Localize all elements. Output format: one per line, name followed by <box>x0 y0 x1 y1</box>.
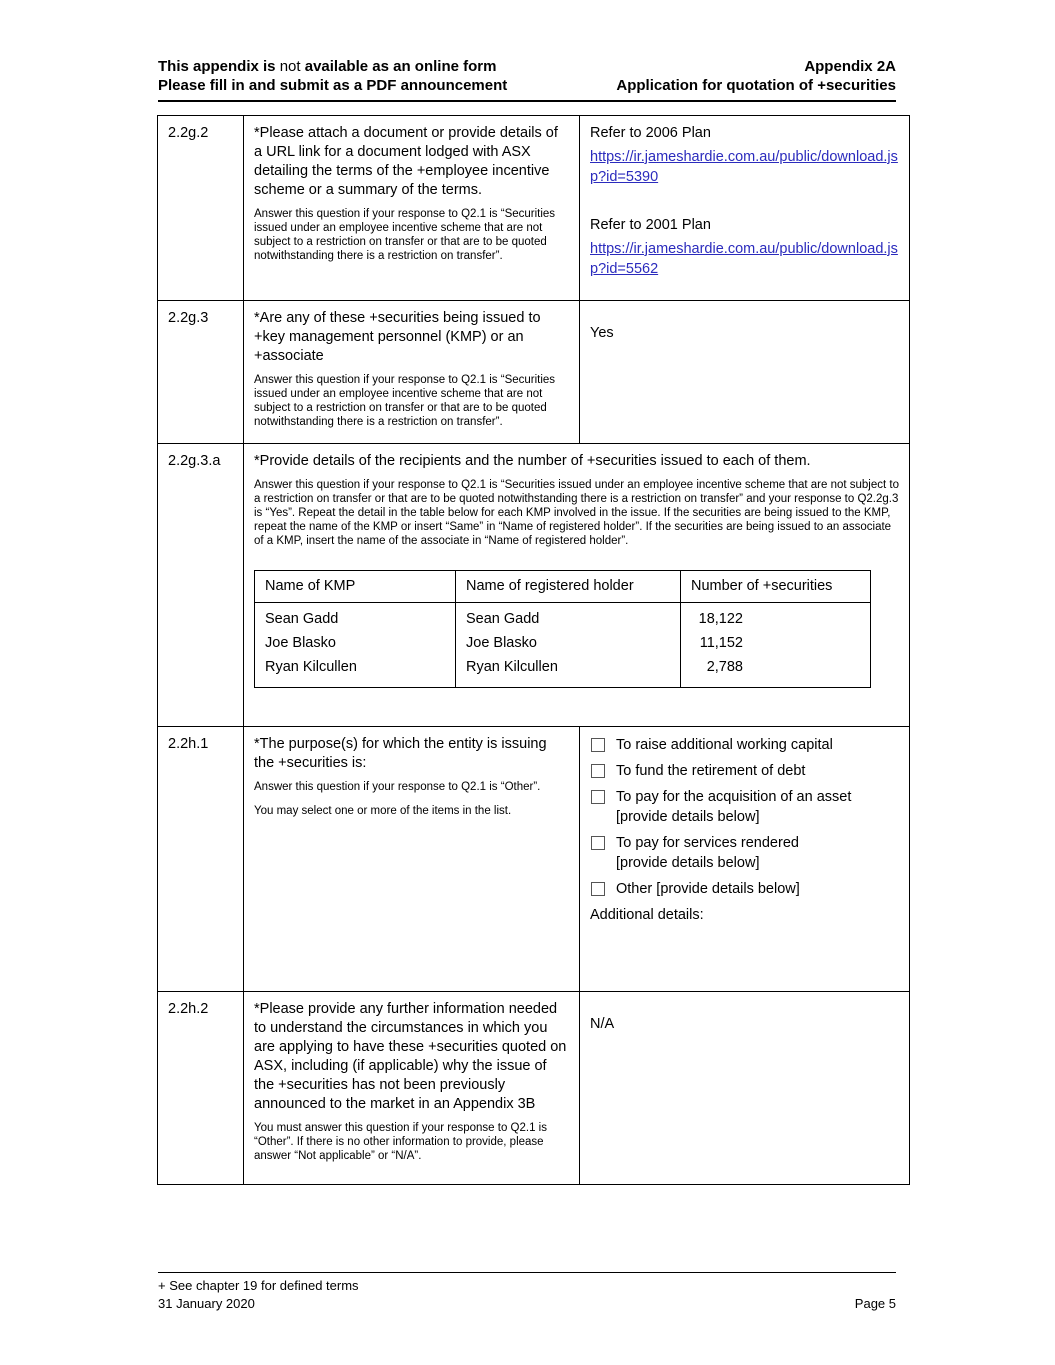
checkbox-label: To raise additional working capital <box>616 737 833 753</box>
checkbox-item <box>590 735 899 755</box>
plan-2006-link[interactable]: https://ir.jameshardie.com.au/public/download.jsp?id=5390 <box>590 149 898 185</box>
checkbox-item <box>590 879 899 899</box>
plan-2001-link[interactable]: https://ir.jameshardie.com.au/public/download.jsp?id=5562 <box>590 241 898 277</box>
checkbox-label: To fund the retirement of debt <box>616 763 806 779</box>
kmp-names-cell <box>255 603 456 688</box>
checkbox-services-rendered[interactable] <box>591 836 605 850</box>
question-text: *Please provide any further information needed to understand the circumstances in which you are applying to have these +securities quoted on ASX, including (if applicable) why the issue of the +securities has not been previously announced to the market in an Appendix 3B <box>254 1001 567 1112</box>
question-cell <box>244 992 580 1185</box>
question-cell <box>244 727 580 992</box>
kmp-name: Ryan Kilcullen <box>265 659 357 675</box>
form-row-2.2g.3.a <box>158 444 910 727</box>
form-row-2.2g.3 <box>158 301 910 444</box>
item-number: 2.2g.2 <box>158 116 244 301</box>
question-text: *Please attach a document or provide details of a URL link for a document lodged with ASX detailing the terms of the +employee incentive scheme or a summary of the terms. <box>254 125 558 198</box>
additional-details-label: Additional details: <box>590 907 704 923</box>
question-cell <box>244 444 910 727</box>
guidance-text: You may select one or more of the items in the list. <box>254 805 512 817</box>
header-left-line2: Please fill in and submit as a PDF announcement <box>158 77 508 94</box>
answer-text: N/A <box>590 1015 615 1032</box>
securities-number: 11,152 <box>699 635 743 651</box>
guidance-text: Answer this question if your response to Q2.1 is “Other”. <box>254 781 541 793</box>
refer-2001-plan: Refer to 2001 Plan <box>590 217 711 233</box>
holder-name: Joe Blasko <box>466 635 537 651</box>
checkbox-other[interactable] <box>591 882 605 896</box>
answer-cell <box>580 301 910 444</box>
question-cell <box>244 116 580 301</box>
checkbox-label: To pay for the acquisition of an asset [provide details below] <box>616 789 852 825</box>
appendix-subtitle: Application for quotation of +securities <box>616 77 896 94</box>
kmp-col-header: Name of KMP <box>255 571 456 603</box>
kmp-table <box>254 570 871 688</box>
number-col-header: Number of +securities <box>681 571 871 603</box>
checkbox-item <box>590 761 899 781</box>
defined-terms-note: + See chapter 19 for defined terms <box>158 1278 359 1293</box>
item-number: 2.2g.3.a <box>158 444 244 727</box>
holder-names-cell <box>456 603 681 688</box>
checkbox-label: Other [provide details below] <box>616 881 800 897</box>
securities-number: 2,788 <box>706 659 743 675</box>
checkbox-retirement-of-debt[interactable] <box>591 764 605 778</box>
guidance-text: You must answer this question if your response to Q2.1 is “Other”. If there is no other information to provide, please answer “Not applicable” or “N/A”. <box>254 1122 547 1162</box>
securities-number: 18,122 <box>698 611 743 627</box>
item-number: 2.2h.2 <box>158 992 244 1185</box>
kmp-table-header-row <box>255 571 871 603</box>
form-table <box>157 115 910 1185</box>
kmp-name: Joe Blasko <box>265 635 336 651</box>
holder-col-header: Name of registered holder <box>456 571 681 603</box>
answer-cell <box>580 727 910 992</box>
appendix-title: Appendix 2A <box>804 58 896 75</box>
checkbox-acquisition-of-asset[interactable] <box>591 790 605 804</box>
checkbox-label: To pay for services rendered [provide details below] <box>616 835 799 871</box>
answer-cell <box>580 992 910 1185</box>
form-row-2.2g.2 <box>158 116 910 301</box>
question-text: *Are any of these +securities being issued to +key management personnel (KMP) or an +associate <box>254 310 541 364</box>
page-footer <box>158 1272 896 1312</box>
footer-date: 31 January 2020 <box>158 1295 255 1311</box>
page-number: Page 5 <box>854 1295 896 1311</box>
header-left <box>158 57 507 95</box>
spacer <box>590 191 899 216</box>
question-text: *Provide details of the recipients and the number of +securities issued to each of them. <box>254 453 811 469</box>
question-text: *The purpose(s) for which the entity is issuing the +securities is: <box>254 736 547 771</box>
checkbox-item <box>590 833 899 873</box>
guidance-text: Answer this question if your response to Q2.1 is “Securities issued under an employee incentive scheme that are not subject to a restriction on transfer or that are to be quoted notwithstanding there is a restriction on transfer”. <box>254 208 556 262</box>
guidance-text: Answer this question if your response to Q2.1 is “Securities issued under an employee incentive scheme that are not subject to a restriction on transfer or that are to be quoted notwithstanding there is a restriction on transfer” and your response to Q2.2g.3 is “Yes”. Repeat the detail in the table below for each KMP involved in the issue. If the securities are being issued to the KMP, repeat the name of the KMP or insert “Same” in “Name of registered holder”. If the securities are being issued to an associate of a KMP, insert the name of the associate in “Name of registered holder”. <box>254 479 899 547</box>
item-number: 2.2g.3 <box>158 301 244 444</box>
form-row-2.2h.1 <box>158 727 910 992</box>
checkbox-item <box>590 787 899 827</box>
kmp-table-body-row <box>255 603 871 688</box>
footer-left <box>158 1277 359 1312</box>
holder-name: Sean Gadd <box>466 611 540 627</box>
header-left-line1: This appendix is not available as an online form <box>158 58 497 75</box>
refer-2006-plan: Refer to 2006 Plan <box>590 125 711 141</box>
page-header <box>158 57 896 102</box>
answer-cell <box>580 116 910 301</box>
form-row-2.2h.2 <box>158 992 910 1185</box>
checkbox-working-capital[interactable] <box>591 738 605 752</box>
header-right <box>616 57 896 95</box>
kmp-name: Sean Gadd <box>265 611 339 627</box>
holder-name: Ryan Kilcullen <box>466 659 558 675</box>
guidance-text: Answer this question if your response to Q2.1 is “Securities issued under an employee incentive scheme that are not subject to a restriction on transfer or that are to be quoted notwithstanding there is a restriction on transfer”. <box>254 374 556 428</box>
item-number: 2.2h.1 <box>158 727 244 992</box>
answer-text: Yes <box>590 324 614 341</box>
securities-numbers-cell <box>681 603 871 688</box>
question-cell <box>244 301 580 444</box>
